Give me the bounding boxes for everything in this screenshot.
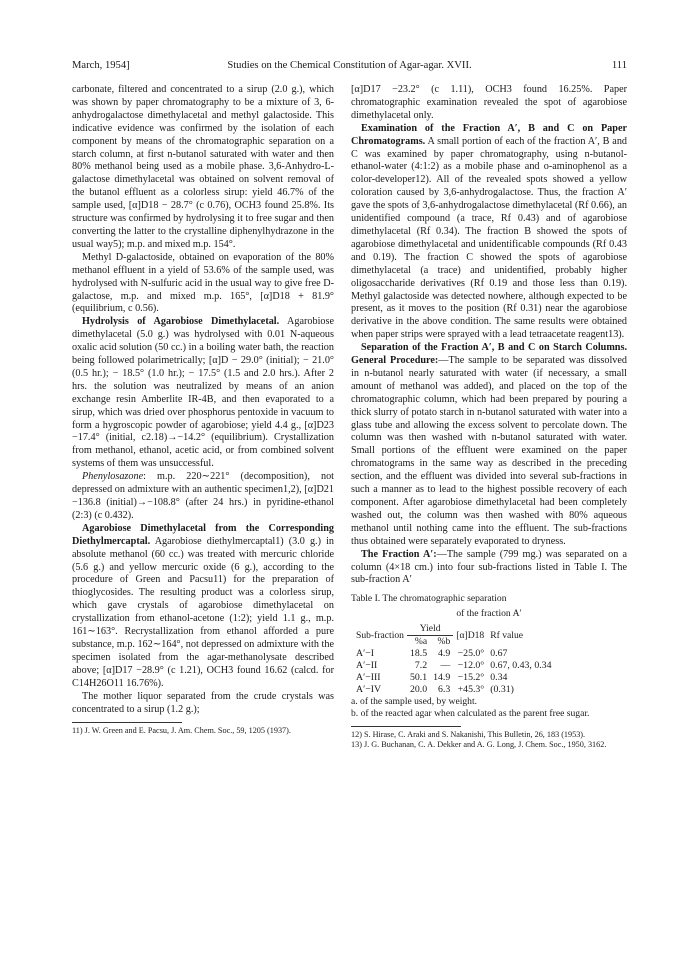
table-cell: A′−I <box>356 648 375 660</box>
section-paragraph <box>351 342 627 549</box>
header-yield: Yield <box>407 623 453 636</box>
paragraph-text: Agarobiose dimethylacetal (5.0 g.) was hydrolysed with 0.01 N-aqueous oxalic acid solution (50 cc.) in a boiling water bath, the reaction being followed polarimetrically; [α]D − 29.0° (initial); − 21.0° (0.5 hr.); − 18.5° (1.0 hr.); − 17.5° (1.5 and 2.0 hrs.). After 2 hrs. the solution was neutralized by means of an anion exchange resin Amberlite IR-4B, and then evaporated to a sirup, which was dried over phosphorus pentoxide in vacuum to form a hygroscopic powder of agarobiose; yield 4.4 g., [α]D23 −17.4° (initial, c2.18)→−14.2° (equilibrium). Crystallization from methanol, ethanol, acetic acid, or from combined solvent systems of them was unsuccessful. <box>72 316 335 470</box>
footnote: 11) J. W. Green and E. Pacsu, J. Am. Chem. Soc., 59, 1205 (1937). <box>72 726 291 736</box>
running-header <box>72 60 627 76</box>
paragraph-text: A small portion of each of the fraction A′, B and C was examined by paper chromatography, using n-butanol-ethanol-water (4:1:2) as a mobile phase and o-aminophenol as a color-developer12). All of the revealed spots showed a yellow coloration caused by 3,6-anhydrogalactose. Thus, the fraction A′ gave the spots of 3,6-anhydrogalactose dimethylacetal (Rf 0.66), an unidentified compound (a trace, Rf 0.43) and of agarobiose dimethylacetal (Rf 0.34). The fraction B showed the spots of agarobiose dimethylacetal and unidentificable compounds (Rf 0.43 and 0.19). The fraction C showed the spots of agarobiose dimethylacetal (a trace) and unidentified, probably higher oligosaccharide derivatives (Rf 0.19 and those less than 0.19). Methyl galactoside was detected nowhere, although expected to be present, as it moves to the position (Rf 0.31) near the agarobiose derivative in the above condition. The same results were obtained when paper strips were sprayed with a lead tetraacetate reagent13). <box>351 135 628 341</box>
table-cell: 14.9 <box>433 672 451 684</box>
header-rotation: [α]D18 <box>456 629 485 641</box>
table-caption-line2: of the fraction A′ <box>456 608 522 620</box>
table-row <box>353 660 554 672</box>
paragraph: carbonate, filtered and concentrated to a sirup (2.0 g.), which was shown by paper chromatography to be a mixture of 3, 6-anhydrogalactose dimethylacetal and methyl galactoside. This indicative evidence was confirmed by the isolation of each component by means of the chromatographic separation on a starch column, at first n-butanol saturated with water and then 80% methanol being used as a mobile phase. 3,6-Anhydro-L-galactose dimethylacetal was obtained on solvent removal of the butanol effluent as a colorless sirup: yield 46.7% of the sample used, [α]D18 − 28.7° (c 0.76), OCH3 found 25.8%. Its structure was confirmed by hydrolysing it to free sugar and then converting the latter to the crystalline diphenylhydrazone in the usual way5); m.p. and mixed m.p. 154°. <box>72 84 334 250</box>
paragraph <box>72 471 334 523</box>
table-row <box>353 684 554 696</box>
footnote: 13) J. G. Buchanan, C. A. Dekker and A. G. Long, J. Chem. Soc., 1950, 3162. <box>351 739 607 749</box>
table-cell: +45.3° <box>457 684 485 696</box>
table-cell: −12.0° <box>457 660 485 672</box>
table-cell: A′−IV <box>356 684 382 696</box>
table-cell: A′−III <box>356 672 381 684</box>
section-paragraph <box>72 316 334 471</box>
table-cell: 6.3 <box>438 684 451 696</box>
table-caption: Table I. The chromatographic separation <box>351 593 507 605</box>
paragraph-text: —The sample to be separated was dissolved in n-butanol nearly saturated with water (if necessary, a small amount of methanol was added), and placed on the top of the chromatographic column, which had been prepared by pouring a thick slurry of potato starch in n-butanol saturated with water into a glass tube and allowing the excess solvent to percolate down. The column was then washed with n-butanol saturated with water. Small portions of the effluent were examined on the paper chromatograms in the same way as described in the preceding section, and the effluent was divided into several sub-fractions in such a manner as to lead to the highest possible recovery of each component. After agarobiose dimethylacetal had been completely washed out, the column was then washed with 80% aqueous methanol until nothing came into the effluent. The sub-fractions thus obtained were separately evaporated to dryness. <box>351 355 627 547</box>
section-heading: Hydrolysis of Agarobiose Dimethylacetal. <box>82 316 280 328</box>
section-heading: Examination of the Fraction A′, B and C on Paper Chromatograms. <box>351 122 627 147</box>
footnote-rule <box>72 722 182 723</box>
table-cell: 20.0 <box>409 684 428 696</box>
right-column <box>351 84 627 750</box>
table-cell: — <box>440 660 451 672</box>
table-header-row <box>353 623 554 636</box>
paragraph-text: : m.p. 220∼221° (decomposition), not depressed on admixture with an authentic specimen1,2), [α]D21 −136.8 (initial)→−108.8° (after 24 hrs.) in pyridine-ethanol (2:3) (c 0.432). <box>72 471 334 521</box>
section-heading: Separation of the Fraction A′, B and C on Starch Columns. General Procedure: <box>351 342 627 367</box>
header-title: Studies on the Chemical Constitution of Agar-agar. XVII. <box>227 60 472 71</box>
paragraph: [α]D17 −23.2° (c 1.11), OCH3 found 16.25%. Paper chromatographic examination revealed the spot of agarobiose dimethylacetal only. <box>351 84 627 121</box>
table-cell: 0.67 <box>490 648 508 660</box>
table-cell: (0.31) <box>490 684 514 696</box>
paragraph-text: Agarobiose diethylmercaptal1) (3.0 g.) in absolute methanol (60 cc.) was treated with mercuric chloride (5.6 g.) and yellow mercuric oxide (6 g.), according to the procedure of Green and Pacsu11) for the preparation of thioglycosides. The resulting product was a colorless sirup, which gave crystals of agarobiose dimethylacetal on crystallization from ethanol-acetone (1:2); yield 1.1 g., m.p. 161∼163°. Recrystallization from ethanol afforded a pure substance, m.p. 162∼164°, not depressed on admixture with the specimen isolated from the agar-methanolysate described above; [α]D17 −28.9° (c 1.21), OCH3 found 16.62 (calcd. for C14H26O11 16.76%). <box>72 535 334 689</box>
paragraph-text: —The sample (799 mg.) was separated on a column (4×18 cm.) into four sub-fractions listed in Table I. The sub-fraction A′ <box>351 548 627 586</box>
section-heading: The Fraction A′: <box>361 548 437 560</box>
table-cell: 0.67, 0.43, 0.34 <box>490 660 552 672</box>
section-paragraph <box>351 123 627 342</box>
section-paragraph <box>72 523 334 691</box>
header-percent-b: %b <box>437 636 451 648</box>
header-rf: Rf value <box>490 629 524 641</box>
header-date: March, 1954] <box>72 60 130 71</box>
footnote: 12) S. Hirase, C. Araki and S. Nakanishi, This Bulletin, 26, 183 (1953). <box>351 729 586 739</box>
header-subfraction: Sub-fraction <box>356 629 404 641</box>
header-percent-a: %a <box>414 636 428 648</box>
section-heading: Agarobiose Dimethylacetal from the Corresponding Diethylmercaptal. <box>72 522 334 547</box>
left-column <box>72 84 334 737</box>
page-number: 111 <box>611 60 627 71</box>
separation-table <box>353 623 554 696</box>
table-cell: 0.34 <box>490 672 508 684</box>
footnote-rule <box>351 726 461 727</box>
table-note: b. of the reacted agar when calculated as the parent free sugar. <box>351 707 590 719</box>
paragraph: Methyl D-galactoside, obtained on evaporation of the 80% methanol effluent in a yield of 53.6% of the sample used, was hydrolysed with N-sulfuric acid in the usual way to give free D-galactose, m.p. and mixed m.p. 165°, [α]D18 + 81.9° (equilibrium, c 0.56). <box>72 251 334 315</box>
table-cell: 50.1 <box>409 672 428 684</box>
table-row <box>353 672 554 684</box>
paragraph: The mother liquor separated from the crude crystals was concentrated to a sirup (1.2 g.); <box>72 690 334 715</box>
table-note: a. of the sample used, by weight. <box>351 696 478 708</box>
table-row <box>353 648 554 660</box>
table-cell: 4.9 <box>438 648 451 660</box>
table-cell: −25.0° <box>457 648 485 660</box>
table-cell: 18.5 <box>409 648 428 660</box>
term-italic: Phenylosazone <box>82 471 144 483</box>
table-cell: 7.2 <box>414 660 428 672</box>
table-cell: −15.2° <box>457 672 485 684</box>
table-cell: A′−II <box>356 660 378 672</box>
section-paragraph <box>351 549 627 588</box>
